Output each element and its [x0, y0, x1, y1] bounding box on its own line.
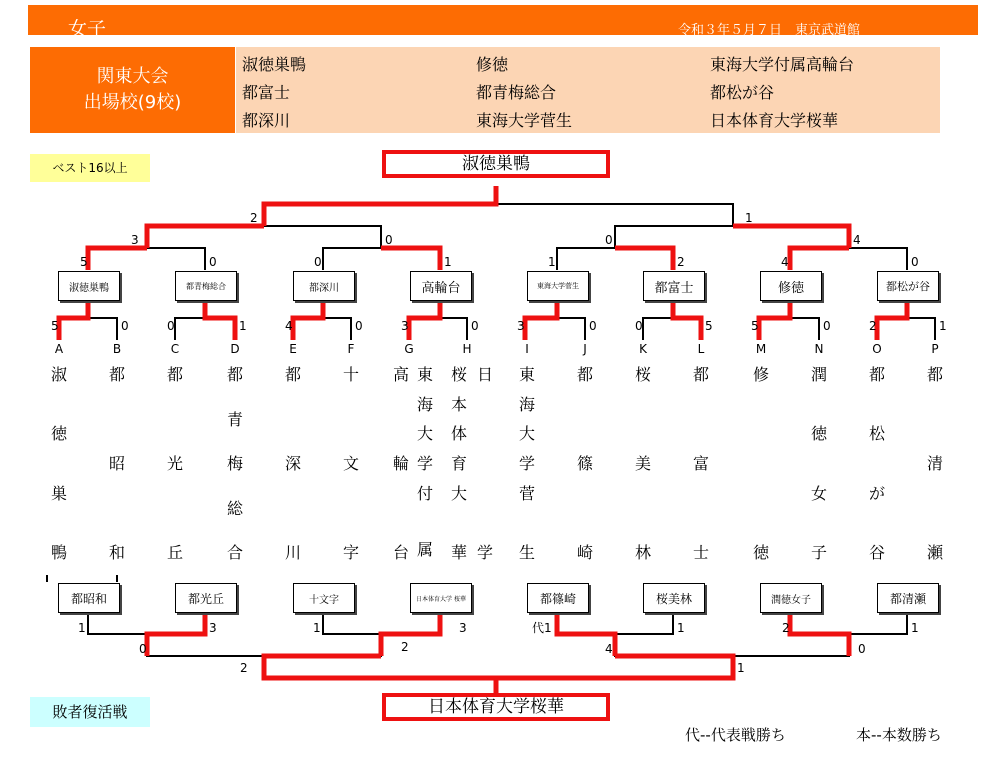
- champion-box-bottom: 日本体育大学桜華: [382, 693, 610, 721]
- team-box: 潤徳女子: [760, 583, 822, 613]
- slot-letter: M: [755, 342, 767, 356]
- team-box: 都清瀬: [877, 583, 939, 613]
- team-box: 都富士: [643, 271, 705, 301]
- team-box: 十文字: [293, 583, 355, 613]
- legend-daihyo: 代--代表戦勝ち: [685, 726, 786, 744]
- score: 2: [240, 661, 248, 675]
- team-box: 高輪台: [410, 271, 472, 301]
- school-name-char: 属: [416, 540, 433, 560]
- school-name-char: 大: [450, 483, 467, 503]
- kanto-school: 日本体育大学桜華: [710, 111, 839, 130]
- school-name-char: 鴨: [50, 543, 67, 563]
- school-name-char: 高: [392, 365, 409, 384]
- kanto-school: 東海大学菅生: [476, 111, 573, 130]
- school-name-char: 桜: [634, 365, 651, 384]
- slot-letter: O: [872, 342, 882, 356]
- page-title: 女子: [68, 18, 107, 40]
- score: 0: [167, 319, 175, 333]
- school-name-char: 淑: [50, 365, 67, 384]
- school-name-char: 十: [342, 365, 359, 384]
- score: 1: [745, 211, 753, 225]
- score: 2: [401, 640, 409, 654]
- score: 0: [605, 233, 613, 247]
- slot-letter: L: [697, 342, 705, 356]
- school-name-char: 修: [752, 365, 769, 384]
- slot-letter: P: [931, 342, 939, 356]
- school-name-char: 海: [518, 394, 535, 414]
- score: 5: [80, 255, 88, 269]
- score: 4: [781, 255, 789, 269]
- score: 1: [939, 319, 947, 333]
- score: 代1: [532, 621, 552, 635]
- slot-letter: N: [814, 342, 824, 356]
- school-name-char: 字: [342, 543, 359, 563]
- school-name-char: 巣: [50, 483, 67, 503]
- school-name-char: 富: [692, 454, 709, 474]
- school-name-char: 文: [342, 454, 359, 474]
- champion-box-top: 淑徳巣鴨: [382, 150, 610, 178]
- legend-honsu: 本--本数勝ち: [856, 726, 942, 744]
- school-name-char: 川: [284, 543, 301, 563]
- school-name-char: 学: [476, 543, 493, 563]
- slot-letter: G: [404, 342, 414, 356]
- school-name-char: 梅: [226, 454, 243, 474]
- school-name-char: 篠: [576, 454, 593, 474]
- school-name-char: 丘: [166, 543, 183, 563]
- kanto-school: 都松が谷: [710, 83, 775, 102]
- school-name-char: 都: [576, 365, 593, 384]
- school-name-char: 昭: [108, 454, 125, 474]
- team-box: 淑徳巣鴨: [58, 271, 120, 301]
- score: 1: [444, 255, 452, 269]
- school-name-char: 都: [226, 365, 243, 384]
- school-name-char: 青: [226, 409, 243, 429]
- team-box: 都昭和: [58, 583, 120, 613]
- school-name-char: 士: [692, 543, 709, 563]
- slot-letter: C: [170, 342, 180, 356]
- school-name-char: 海: [416, 394, 433, 414]
- team-box: 都松が谷: [877, 271, 939, 301]
- team-box: 都篠崎: [527, 583, 589, 613]
- school-name-char: 大: [518, 424, 535, 444]
- school-name-char: 学: [518, 454, 535, 474]
- score: 0: [314, 255, 322, 269]
- kanto-school: 淑徳巣鴨: [242, 55, 307, 74]
- school-name-char: 谷: [868, 543, 885, 563]
- score: 0: [209, 255, 217, 269]
- kanto-school: 東海大学付属高輪台: [710, 55, 855, 74]
- best16-tag: ベスト16以上: [30, 154, 150, 182]
- score: 4: [853, 233, 861, 247]
- kanto-label-line2: 出場校(9校): [83, 92, 182, 113]
- school-name-char: 合: [226, 543, 243, 563]
- school-name-char: 美: [634, 454, 651, 474]
- score: 5: [751, 319, 759, 333]
- slot-letter: A: [54, 342, 64, 356]
- score: 0: [911, 255, 919, 269]
- score: 2: [782, 621, 790, 635]
- score: 1: [911, 621, 919, 635]
- school-name-char: 日: [476, 365, 493, 384]
- score: 0: [823, 319, 831, 333]
- school-name-char: 女: [810, 483, 827, 503]
- score: 5: [51, 319, 59, 333]
- kanto-school: 都富士: [242, 83, 291, 102]
- score: 1: [548, 255, 556, 269]
- score: 0: [355, 319, 363, 333]
- repechage-tag: 敗者復活戦: [30, 697, 150, 727]
- kanto-school: 修徳: [476, 55, 509, 74]
- school-name-char: 本: [450, 394, 467, 414]
- school-name-char: 都: [926, 365, 943, 384]
- school-name-char: 徳: [810, 424, 827, 444]
- slot-letter: D: [230, 342, 240, 356]
- school-name-char: 総: [226, 498, 243, 518]
- school-name-char: 林: [634, 543, 651, 563]
- score: 0: [471, 319, 479, 333]
- slot-letter: I: [525, 342, 529, 356]
- score: 3: [517, 319, 525, 333]
- school-name-char: 子: [810, 543, 827, 563]
- score: 4: [605, 642, 613, 656]
- score: 3: [131, 233, 139, 247]
- school-name-char: 台: [392, 543, 409, 563]
- slot-letter: B: [112, 342, 122, 356]
- school-name-char: 付: [416, 483, 433, 503]
- score: 0: [139, 642, 147, 656]
- school-name-char: が: [868, 483, 885, 503]
- score: 1: [239, 319, 247, 333]
- slot-letter: E: [289, 342, 297, 356]
- school-name-char: 松: [868, 424, 885, 444]
- team-box: 桜美林: [643, 583, 705, 613]
- school-name-char: 菅: [518, 483, 535, 503]
- score: 4: [285, 319, 293, 333]
- team-box: 都深川: [293, 271, 355, 301]
- slot-letter: K: [639, 342, 647, 356]
- event-date-venue: 令和３年５月７日 東京武道館: [678, 23, 861, 38]
- score: 3: [401, 319, 409, 333]
- score: 1: [78, 621, 86, 635]
- school-name-char: 都: [692, 365, 709, 384]
- score: 3: [209, 621, 217, 635]
- slot-letter: H: [462, 342, 472, 356]
- school-name-char: 体: [450, 424, 467, 444]
- school-name-char: 深: [284, 454, 301, 474]
- school-name-char: 都: [284, 365, 301, 384]
- school-name-char: 育: [450, 454, 467, 474]
- kanto-school: 都青梅総合: [476, 83, 557, 102]
- slot-letter: J: [583, 342, 587, 356]
- score: 0: [385, 233, 393, 247]
- school-name-char: 学: [416, 454, 433, 474]
- school-name-char: 徳: [752, 543, 769, 563]
- score: 1: [737, 661, 745, 675]
- school-name-char: 華: [450, 543, 467, 563]
- school-name-char: 徳: [50, 424, 67, 444]
- score: 0: [121, 319, 129, 333]
- team-box: 修徳: [760, 271, 822, 301]
- kanto-label-line1: 関東大会: [96, 66, 169, 87]
- school-name-char: 潤: [810, 365, 827, 384]
- school-name-char: 輪: [392, 454, 409, 474]
- team-box: 都光丘: [175, 583, 237, 613]
- score: 1: [313, 621, 321, 635]
- score: 1: [677, 621, 685, 635]
- school-name-char: 東: [416, 365, 433, 384]
- score: 3: [459, 621, 467, 635]
- school-name-char: 東: [518, 365, 535, 384]
- score: 0: [589, 319, 597, 333]
- score: 2: [869, 319, 877, 333]
- score: 2: [250, 211, 258, 225]
- score: 0: [858, 642, 866, 656]
- team-box: 都青梅総合: [175, 271, 237, 301]
- score: 0: [635, 319, 643, 333]
- kanto-school: 都深川: [242, 111, 291, 130]
- school-name-char: 和: [108, 543, 125, 563]
- school-name-char: 都: [166, 365, 183, 384]
- school-name-char: 都: [108, 365, 125, 384]
- slot-letter: F: [347, 342, 355, 356]
- team-box: 日本体育大学 桜華: [410, 583, 472, 613]
- school-name-char: 光: [166, 454, 183, 474]
- school-name-char: 崎: [576, 543, 593, 563]
- score: 2: [677, 255, 685, 269]
- school-name-char: 生: [518, 543, 535, 563]
- school-name-char: 都: [868, 365, 885, 384]
- school-name-char: 大: [416, 424, 433, 444]
- school-name-char: 桜: [450, 365, 467, 384]
- score: 5: [705, 319, 713, 333]
- school-name-char: 清: [926, 454, 943, 474]
- school-name-char: 瀬: [926, 543, 943, 563]
- team-box: 東海大学菅生: [527, 271, 589, 301]
